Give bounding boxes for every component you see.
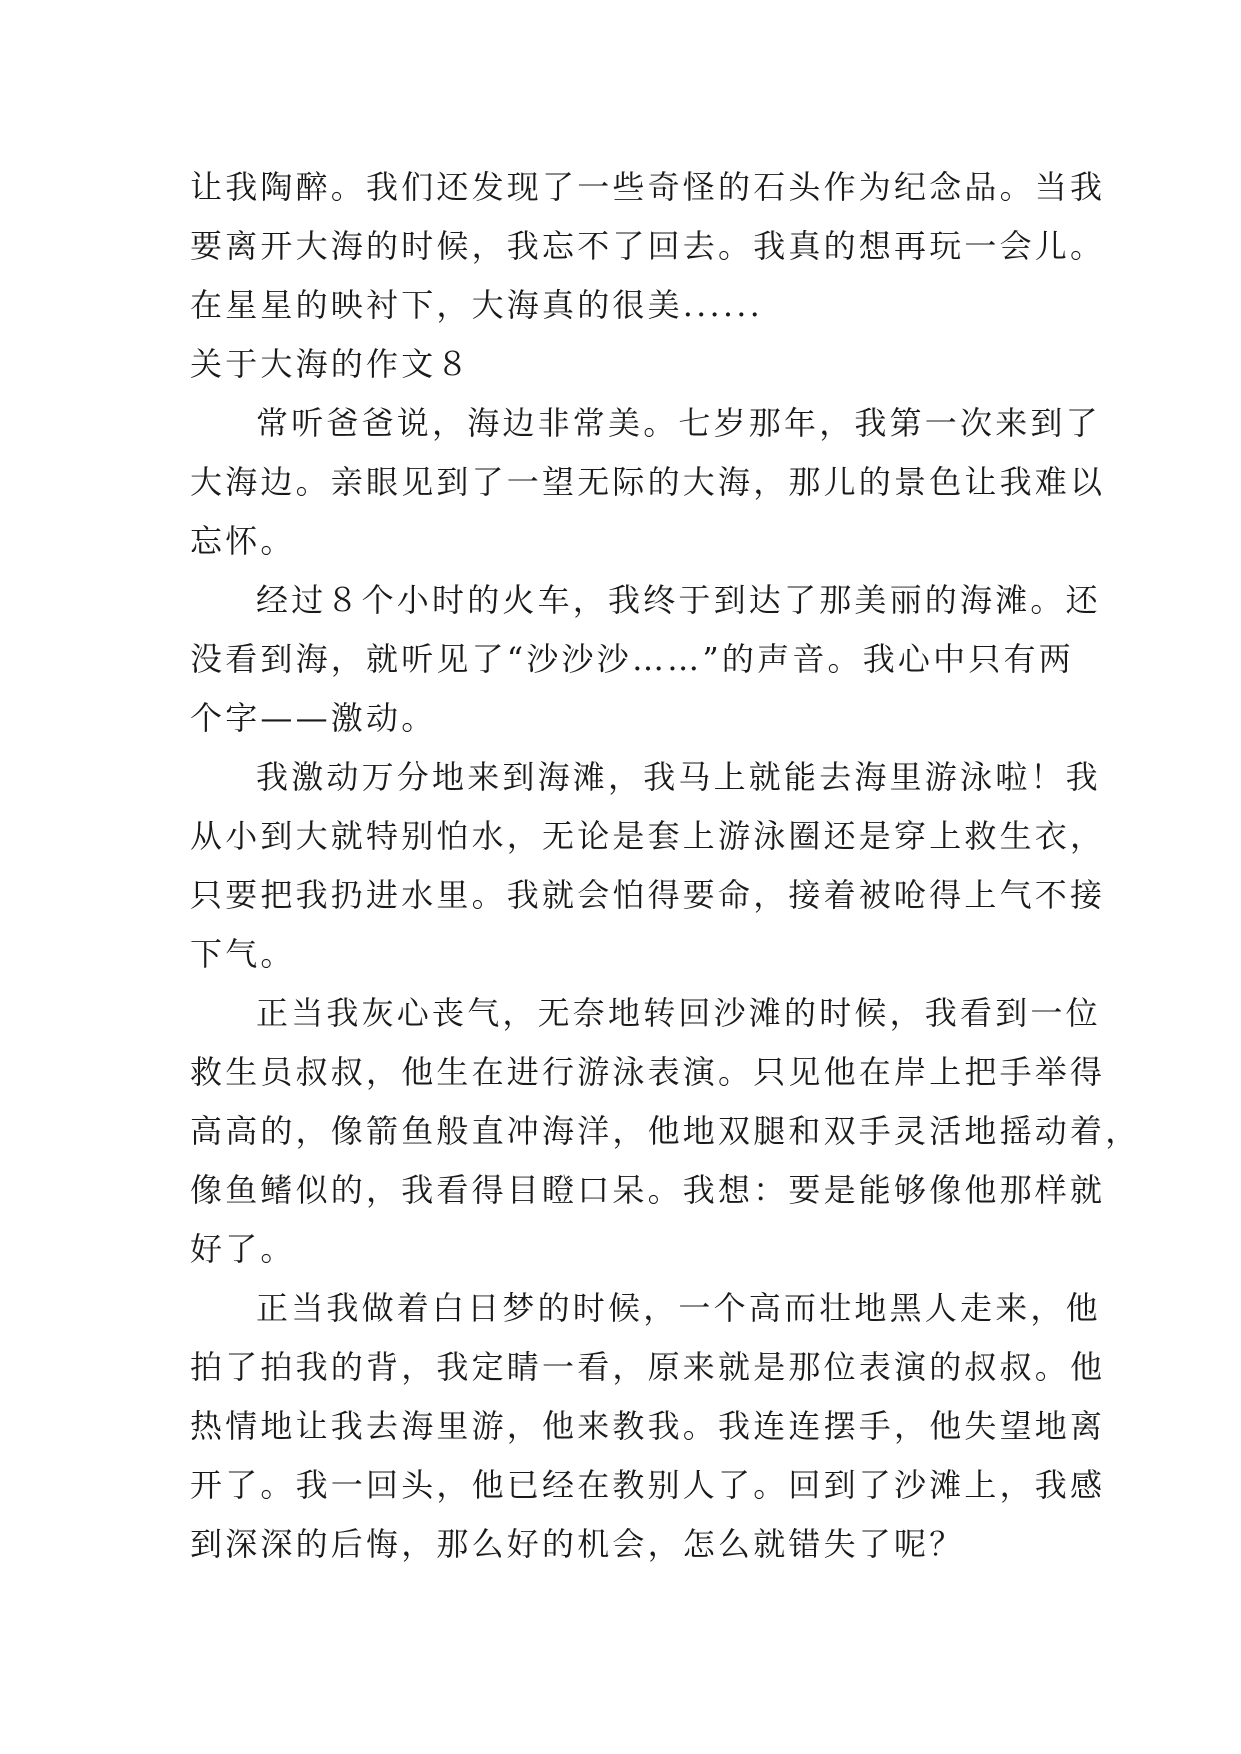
paragraph-5 (190, 1279, 1106, 1574)
text-line: 经过８个小时的火车，我终于到达了那美丽的海滩。还 (256, 581, 1101, 619)
text-line: 只要把我扔进水里。我就会怕得要命，接着被呛得上气不接 (190, 876, 1106, 914)
text-line: 让我陶醉。我们还发现了一些奇怪的石头作为纪念品。当我 (190, 168, 1106, 206)
paragraph-4 (190, 984, 1141, 1279)
text-line: 正当我灰心丧气，无奈地转回沙滩的时候，我看到一位 (256, 994, 1101, 1032)
text-line: 从小到大就特别怕水，无论是套上游泳圈还是穿上救生衣， (190, 817, 1106, 855)
text-line: 没看到海，就听见了“沙沙沙……”的声音。我心中只有两 (190, 640, 1074, 678)
text-line: 在星星的映衬下，大海真的很美...... (190, 286, 764, 324)
text-line: 开了。我一回头，他已经在教别人了。回到了沙滩上，我感 (190, 1466, 1106, 1504)
text-line: 下气。 (190, 935, 296, 973)
essay-heading: 关于大海的作文８ (190, 345, 472, 383)
text-line: 像鱼鳍似的，我看得目瞪口呆。我想：要是能够像他那样就 (190, 1171, 1106, 1209)
text-line: 个字——激动。 (190, 699, 437, 737)
text-line: 到深深的后悔，那么好的机会，怎么就错失了呢？ (190, 1525, 965, 1563)
text-line: 热情地让我去海里游，他来教我。我连连摆手，他失望地离 (190, 1407, 1106, 1445)
text-line: 正当我做着白日梦的时候，一个高而壮地黑人走来，他 (256, 1289, 1101, 1327)
document-body (190, 158, 1141, 1574)
paragraph-2 (190, 571, 1101, 748)
text-line: 我激动万分地来到海滩，我马上就能去海里游泳啦！我 (256, 758, 1101, 796)
text-line: 忘怀。 (190, 522, 296, 560)
text-line: 救生员叔叔，他生在进行游泳表演。只见他在岸上把手举得 (190, 1053, 1106, 1091)
text-line: 高高的，像箭鱼般直冲海洋，他地双腿和双手灵活地摇动着， (190, 1112, 1141, 1150)
intro-paragraph (190, 158, 1106, 335)
paragraph-1 (190, 394, 1106, 571)
text-line: 好了。 (190, 1230, 296, 1268)
text-line: 拍了拍我的背，我定睛一看，原来就是那位表演的叔叔。他 (190, 1348, 1106, 1386)
text-line: 常听爸爸说，海边非常美。七岁那年，我第一次来到了 (256, 404, 1101, 442)
paragraph-3 (190, 748, 1106, 984)
text-line: 要离开大海的时候，我忘不了回去。我真的想再玩一会儿。 (190, 227, 1106, 265)
text-line: 大海边。亲眼见到了一望无际的大海，那儿的景色让我难以 (190, 463, 1106, 501)
